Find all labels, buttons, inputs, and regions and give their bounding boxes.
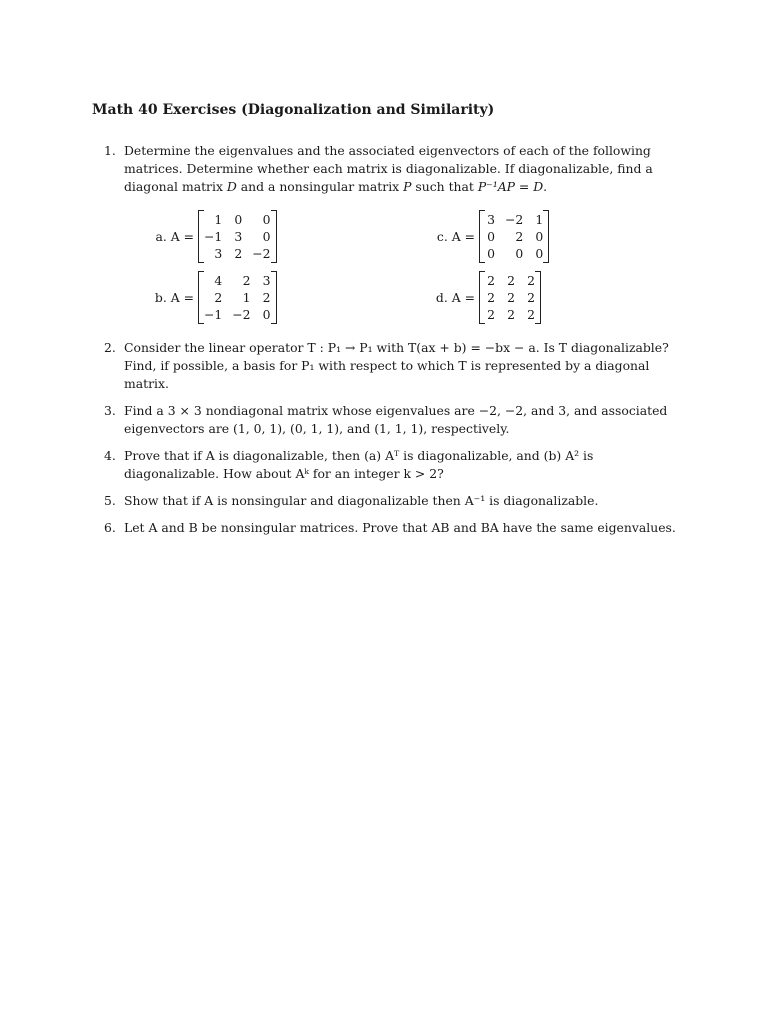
problem-1-text-part: and a nonsingular matrix — [236, 179, 404, 195]
matrix-grid — [134, 210, 682, 324]
problem-number: 6. — [104, 520, 116, 536]
problem-3 — [92, 402, 682, 438]
matrix-entry: 0 — [535, 246, 544, 262]
matrix-item — [415, 210, 696, 263]
problem-6 — [92, 519, 682, 537]
math-equation: P⁻¹AP = D — [477, 179, 544, 195]
matrix-bracket-corner — [271, 323, 276, 324]
matrix-entry: 0 — [487, 229, 495, 245]
matrix-entry: 0 — [515, 246, 524, 262]
matrix-entry: 0 — [262, 212, 271, 228]
matrix — [479, 271, 541, 324]
matrix-entry: 3 — [487, 212, 495, 228]
matrix-label: b. A = — [154, 289, 194, 305]
matrix-entry: 2 — [487, 307, 495, 323]
matrix-item — [415, 271, 696, 324]
matrix-bracket-corner — [480, 271, 485, 272]
matrix-bracket-corner — [543, 262, 548, 263]
problem-number: 5. — [104, 493, 116, 509]
matrix-bracket-corner — [480, 262, 485, 263]
problem-4 — [92, 447, 682, 483]
matrix-entry: 3 — [214, 246, 223, 262]
matrix-label: d. A = — [435, 289, 475, 305]
matrix-label: c. A = — [436, 228, 475, 244]
matrix-item — [134, 271, 415, 324]
matrix-entry: 2 — [507, 290, 515, 306]
exercise-sheet — [92, 100, 682, 546]
matrix-entry: −2 — [232, 307, 251, 323]
matrix — [479, 210, 549, 263]
matrix-entry: 0 — [262, 229, 271, 245]
matrix-entry: −2 — [505, 212, 524, 228]
problem-text — [124, 142, 682, 196]
matrix — [198, 210, 277, 263]
matrix-entry: −1 — [204, 229, 223, 245]
matrix-bracket-corner — [199, 271, 204, 272]
matrix-entry: 1 — [242, 290, 251, 306]
matrix-entry: −2 — [252, 246, 271, 262]
problem-2 — [92, 339, 682, 393]
matrix-entry: 2 — [507, 307, 515, 323]
problem-1-text-part: such that — [411, 179, 478, 195]
math-P: P — [403, 179, 412, 195]
matrix-bracket-corner — [271, 271, 276, 272]
matrix-bracket-corner — [480, 210, 485, 211]
matrix-entry: 0 — [234, 212, 243, 228]
math-D: D — [226, 179, 237, 195]
problem-number: 1. — [104, 143, 116, 159]
matrix-entry: 3 — [234, 229, 243, 245]
problem-1 — [92, 142, 682, 324]
matrix-item — [134, 210, 415, 263]
problem-1-text-part: Determine the eigenvalues and the associated eigenvectors of each of the following matrices. Determine whether each matrix is diagonalizable. If diagonalizable, find a diagonal matrix — [124, 143, 653, 195]
matrix-label: a. A = — [155, 228, 194, 244]
problem-number: 3. — [104, 403, 116, 419]
problem-number: 2. — [104, 340, 116, 356]
matrix-bracket-corner — [535, 323, 540, 324]
matrix-entry: 1 — [535, 212, 544, 228]
matrix-entry: 2 — [487, 273, 495, 289]
matrix-bracket-corner — [535, 271, 540, 272]
matrix-entry: −1 — [204, 307, 223, 323]
problem-number: 4. — [104, 448, 116, 464]
matrix-bracket-corner — [480, 323, 485, 324]
matrix-entry: 2 — [507, 273, 515, 289]
matrix-bracket-corner — [271, 262, 276, 263]
matrix-entry: 3 — [262, 273, 271, 289]
matrix — [198, 271, 277, 324]
matrix-entry: 2 — [214, 290, 223, 306]
matrix-entry: 2 — [487, 290, 495, 306]
problem-text: Prove that if A is diagonalizable, then (a) Aᵀ is diagonalizable, and (b) A² is diagonalizable. How about Aᵏ for an integer k > 2? — [124, 448, 594, 482]
matrix-bracket-corner — [199, 210, 204, 211]
matrix-entry: 2 — [234, 246, 243, 262]
matrix-entry: 2 — [242, 273, 251, 289]
matrix-entry: 2 — [262, 290, 271, 306]
matrix-entry: 0 — [535, 229, 544, 245]
matrix-entry: 2 — [515, 229, 524, 245]
matrix-entry: 2 — [527, 307, 535, 323]
matrix-bracket-corner — [543, 210, 548, 211]
matrix-entry: 0 — [487, 246, 495, 262]
matrix-entry: 2 — [527, 290, 535, 306]
matrix-entry: 4 — [214, 273, 223, 289]
matrix-entry: 1 — [214, 212, 223, 228]
problem-text: Find a 3 × 3 nondiagonal matrix whose eigenvalues are −2, −2, and 3, and associated eigenvectors are (1, 0, 1), (0, 1, 1), and (1, 1, 1), respectively. — [124, 403, 668, 437]
problem-text: Consider the linear operator T : P₁ → P₁ with T(ax + b) = −bx − a. Is T diagonalizable? Find, if possible, a basis for P₁ with respect to which T is represented by a diagonal matrix. — [124, 340, 669, 392]
page-title: Math 40 Exercises (Diagonalization and Similarity) — [92, 102, 495, 118]
matrix-bracket-corner — [271, 210, 276, 211]
matrix-bracket-corner — [199, 323, 204, 324]
problem-5 — [92, 492, 682, 510]
matrix-bracket-corner — [199, 262, 204, 263]
problem-1-text-part: . — [543, 179, 548, 195]
problem-text: Show that if A is nonsingular and diagonalizable then A⁻¹ is diagonalizable. — [124, 493, 599, 509]
matrix-entry: 0 — [262, 307, 271, 323]
problem-text: Let A and B be nonsingular matrices. Prove that AB and BA have the same eigenvalues. — [124, 520, 676, 536]
matrix-entry: 2 — [527, 273, 535, 289]
